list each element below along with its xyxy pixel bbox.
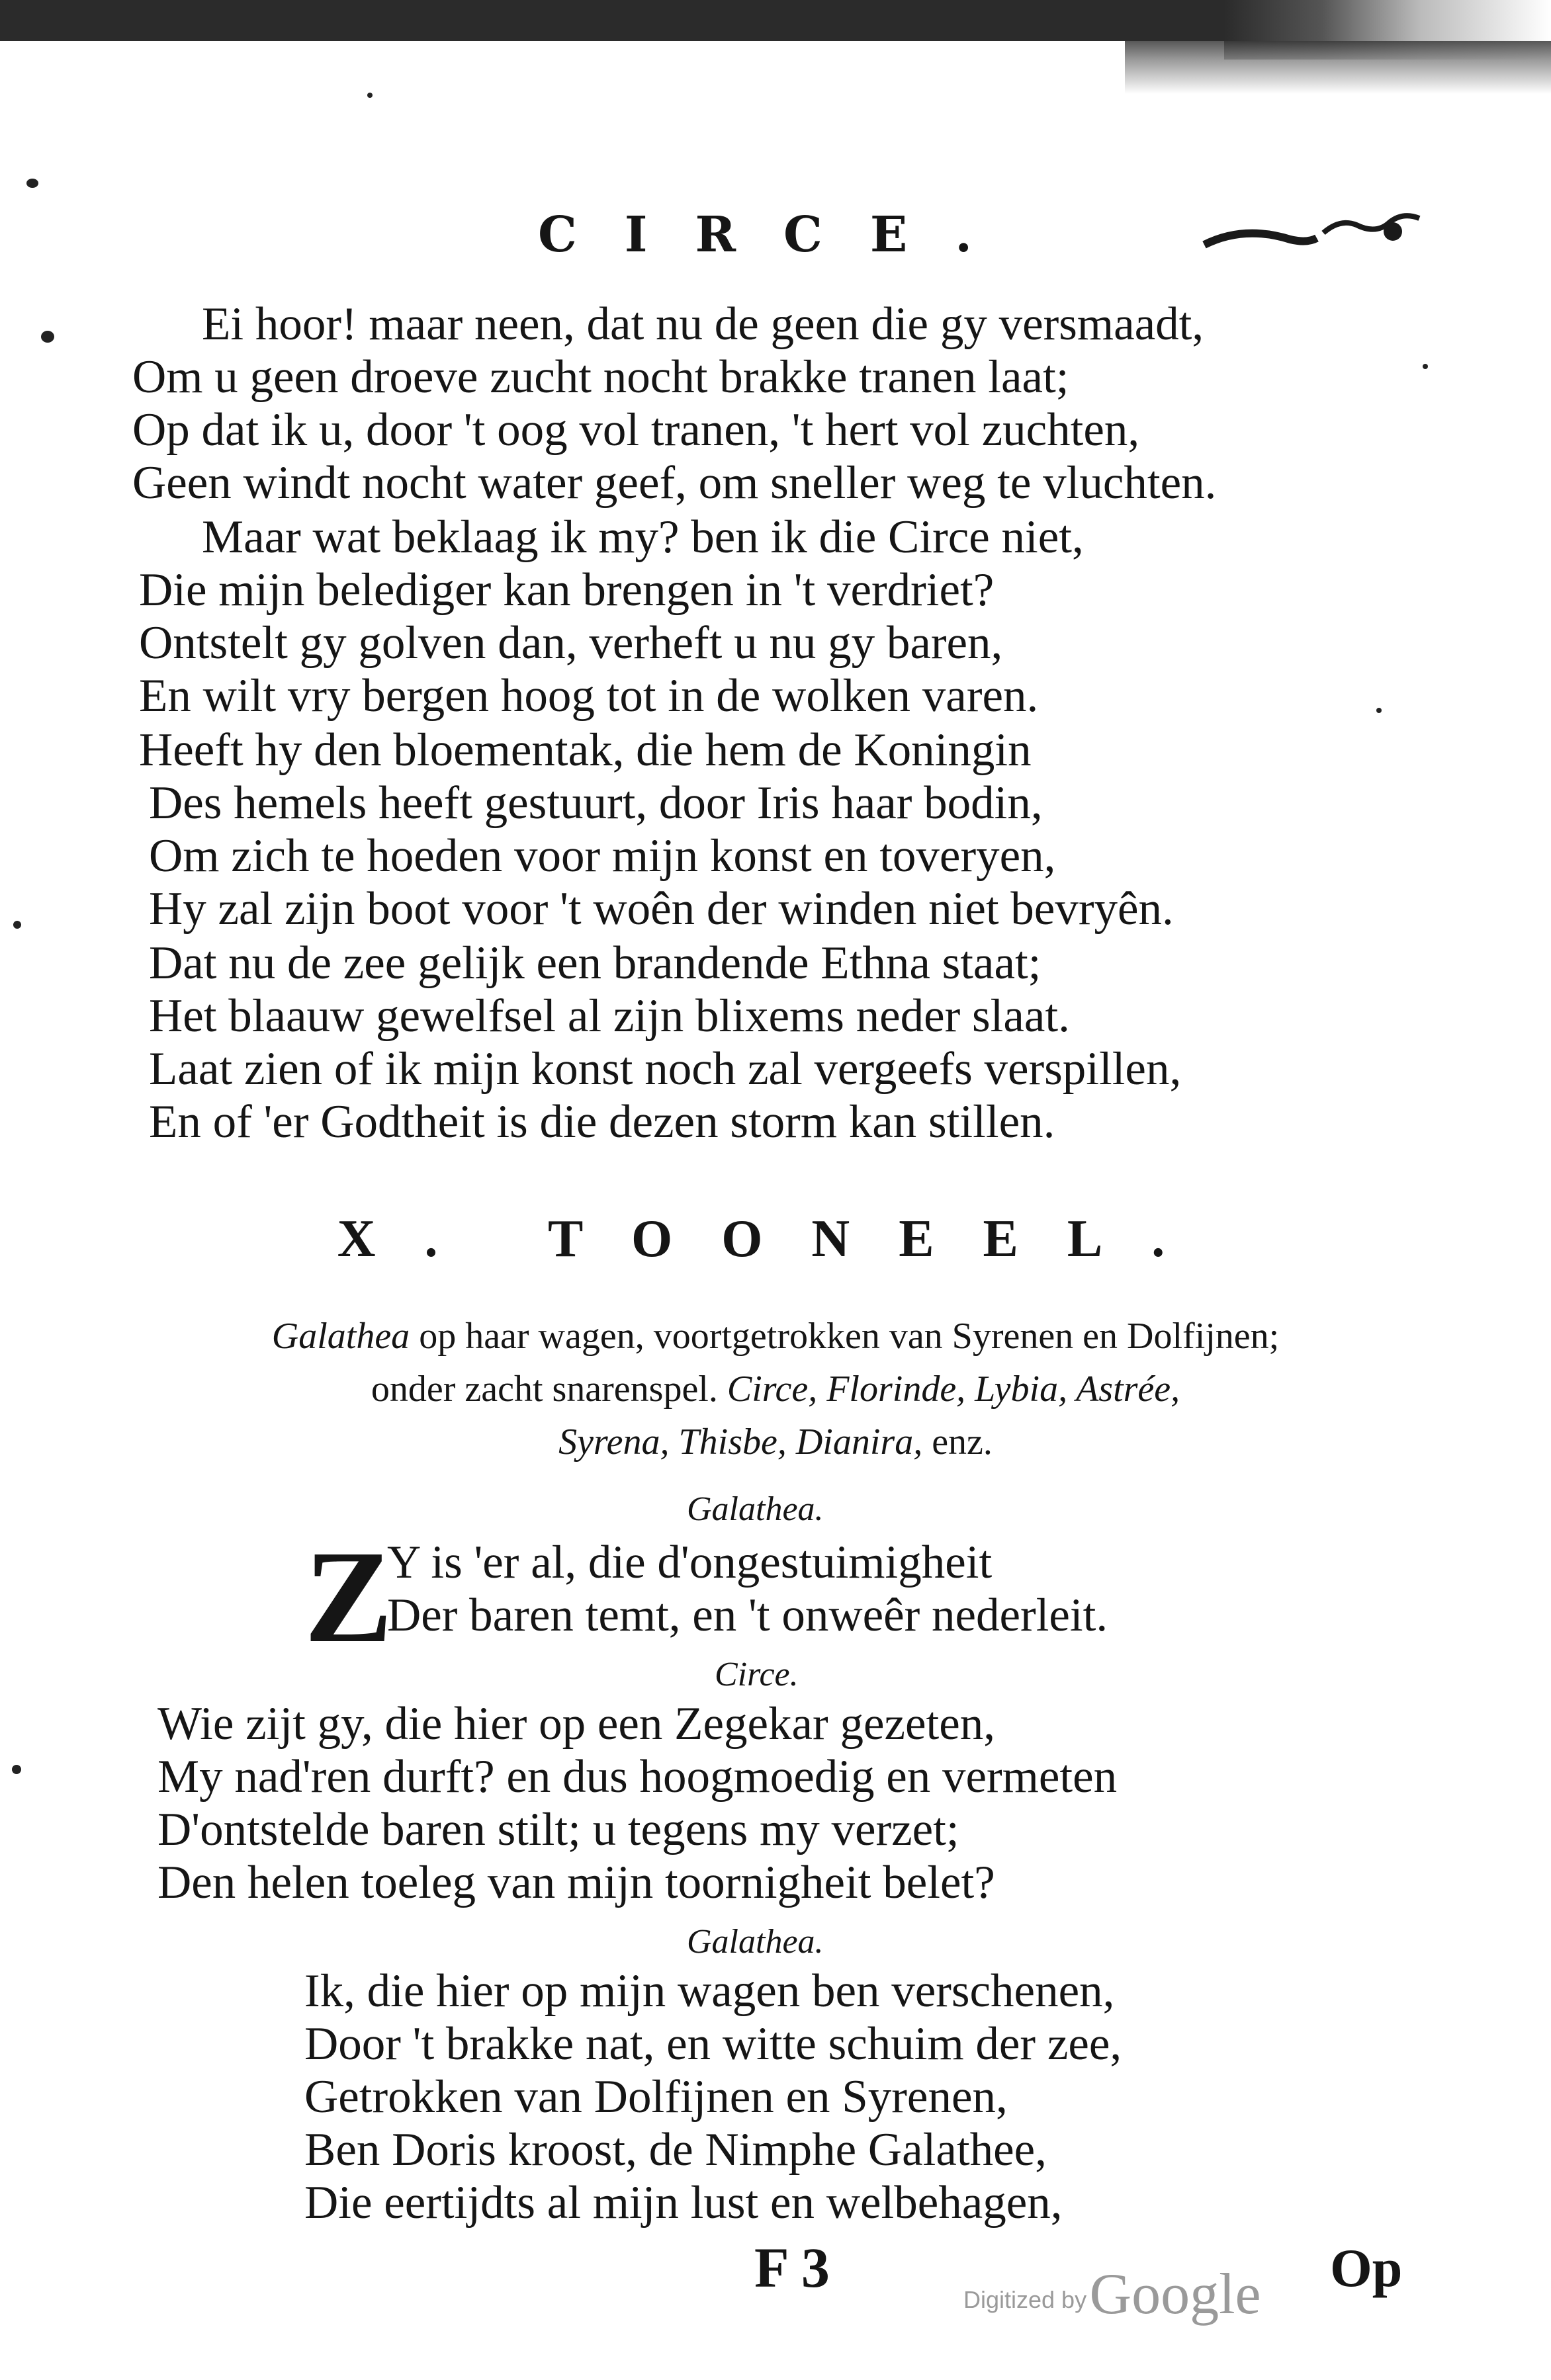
scan-speck — [1423, 364, 1428, 369]
verse-line: Ontstelt gy golven dan, verheft u nu gy baren, — [139, 617, 1003, 669]
character-name: Galathea — [271, 1316, 410, 1357]
watermark-prefix: Digitized by — [963, 2286, 1087, 2313]
verse-line: Ben Doris kroost, de Nimphe Galathee, — [304, 2124, 1047, 2176]
flourish-ornament-icon — [1191, 198, 1442, 278]
speaker-label: Galathea. — [687, 1490, 824, 1528]
speaker-label: Galathea. — [687, 1923, 824, 1961]
verse-line: Heeft hy den bloementak, die hem de Koningin — [139, 724, 1032, 776]
verse-line: Hy zal zijn boot voor 't woên der winden niet bevryên. — [149, 883, 1174, 935]
stage-direction-text: enz. — [932, 1422, 993, 1463]
verse-line: Den helen toeleg van mijn toornigheit belet? — [157, 1857, 995, 1908]
verse-line: Ik, die hier op mijn wagen ben verschenen, — [304, 1965, 1115, 2017]
scan-speck — [367, 93, 373, 98]
verse-line: Wie zijt gy, die hier op een Zegekar gezeten, — [157, 1698, 995, 1750]
verse-line: Getrokken van Dolfijnen en Syrenen, — [304, 2071, 1008, 2123]
verse-line: Des hemels heeft gestuurt, door Iris haar bodin, — [149, 777, 1043, 829]
speaker-label: Circe. — [715, 1656, 799, 1693]
verse-line: D'ontstelde baren stilt; u tegens my verzet; — [157, 1804, 959, 1855]
verse-line: Die mijn belediger kan brengen in 't verdriet? — [139, 564, 995, 616]
watermark-logo: Google — [1089, 2262, 1261, 2326]
verse-line: Dat nu de zee gelijk een brandende Ethna staat; — [149, 937, 1041, 989]
catchword: Op — [1330, 2238, 1403, 2298]
scene-title: X. TOONEEL. — [337, 1210, 1214, 1268]
verse-line: Ei hoor! maar neen, dat nu de geen die gy versmaadt, — [202, 298, 1204, 350]
verse-line: Om u geen droeve zucht nocht brakke tranen laat; — [132, 351, 1069, 403]
running-head: CIRCE. — [537, 206, 1020, 263]
scan-speck — [12, 1765, 21, 1774]
character-list: Syrena, Thisbe, Dianira, — [558, 1422, 932, 1463]
stage-direction-line — [0, 1363, 1551, 1416]
digitized-watermark — [963, 2261, 1261, 2328]
verse-line: En wilt vry bergen hoog tot in de wolken varen. — [139, 670, 1039, 722]
verse-line: Laat zien of ik mijn konst noch zal vergeefs verspillen, — [149, 1043, 1182, 1095]
verse-line: Maar wat beklaag ik my? ben ik die Circe niet, — [202, 511, 1084, 563]
scan-speck — [41, 331, 54, 343]
stage-direction-text: op haar wagen, voortgetrokken van Syrenen en Dolfijnen; — [410, 1316, 1280, 1357]
signature-mark: F 3 — [754, 2236, 830, 2299]
drop-cap: Z — [304, 1524, 393, 1670]
scan-speck — [26, 179, 38, 188]
verse-line: Op dat ik u, door 't oog vol tranen, 't hert vol zuchten, — [132, 404, 1140, 456]
verse-line: Door 't brakke nat, en witte schuim der zee, — [304, 2018, 1122, 2070]
scan-corner-smudge — [1125, 41, 1551, 94]
stage-direction-text: onder zacht snarenspel. — [371, 1369, 727, 1410]
verse-line: Der baren temt, en 't onweêr nederleit. — [387, 1590, 1108, 1641]
verse-line: Geen windt nocht water geef, om sneller weg te vluchten. — [132, 457, 1217, 509]
scan-speck — [1376, 708, 1382, 713]
stage-direction-line — [0, 1310, 1551, 1363]
scan-speck — [13, 921, 21, 929]
verse-line: Om zich te hoeden voor mijn konst en toveryen, — [149, 830, 1056, 882]
character-list: Circe, Florinde, Lybia, Astrée, — [727, 1369, 1180, 1410]
verse-line: Die eertijdts al mijn lust en welbehagen, — [304, 2177, 1063, 2229]
stage-direction-line — [0, 1416, 1551, 1468]
verse-line: En of 'er Godtheit is die dezen storm kan stillen. — [149, 1096, 1055, 1148]
verse-line: Y is 'er al, die d'ongestuimigheit — [387, 1537, 993, 1588]
verse-line: My nad'ren durft? en dus hoogmoedig en vermeten — [157, 1751, 1118, 1803]
verse-line: Het blaauw gewelfsel al zijn blixems neder slaat. — [149, 990, 1070, 1042]
